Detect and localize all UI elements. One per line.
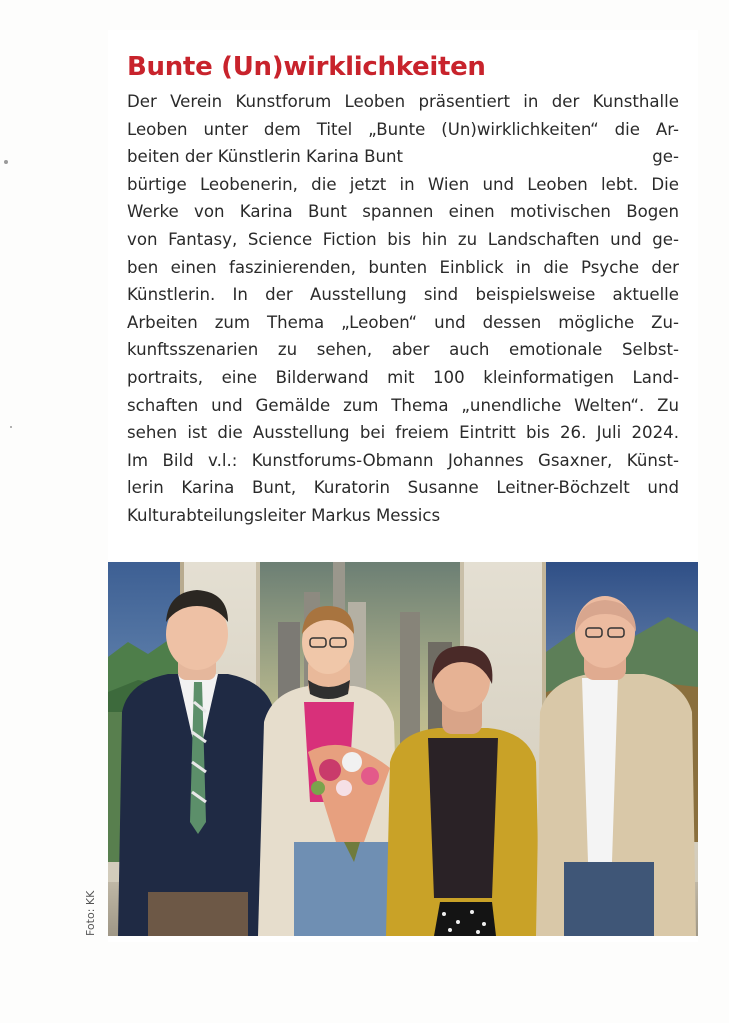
body-line: portraits, eine Bilderwand mit 100 kleinformatigen Land- [127,367,679,387]
body-line: lerin Karina Bunt, Kuratorin Susanne Leitner-Böchzelt und [127,478,679,498]
article-body [127,88,679,530]
article-title: Bunte (Un)wirklichkeiten [127,52,486,82]
scan-speck [4,160,8,164]
body-line: kunftsszenarien zu sehen, aber auch emotionale Selbst- [127,340,679,360]
photo-illustration [108,562,698,936]
body-line: Kulturabteilungsleiter Markus Messics [127,505,441,525]
body-line: Arbeiten zum Thema „Leoben“ und dessen mögliche Zu- [127,312,679,332]
body-line: bürtige Leobenerin, die jetzt in Wien und Leoben lebt. Die [127,174,679,194]
body-line: Der Verein Kunstforum Leoben präsentiert in der Kunsthalle [127,92,679,111]
body-line: Künstlerin. In der Ausstellung sind beispielsweise aktuelle [127,285,679,305]
body-line: von Fantasy, Science Fiction bis hin zu Landschaften und ge- [127,229,679,249]
scan-speck [10,426,12,428]
body-line: ben einen faszinierenden, bunten Einblick in die Psyche der [127,257,679,277]
body-line: ge- [652,147,679,167]
body-line: schaften und Gemälde zum Thema „unendliche Welten“. Zu [127,395,679,415]
body-line: Leoben unter dem Titel „Bunte (Un)wirklichkeiten“ die Ar- [127,119,679,139]
body-line: sehen ist die Ausstellung bei freiem Eintritt bis 26. Juli 2024. [127,423,679,443]
body-line: Werke von Karina Bunt spannen einen motivischen Bogen [127,202,679,222]
group-photo [108,562,698,936]
body-line-split [127,143,679,171]
body-line: Im Bild v.l.: Kunstforums-Obmann Johannes Gsaxner, Künst- [127,450,679,470]
body-line: beiten der Künstlerin Karina Bunt [127,147,404,167]
photo-credit: Foto: KK [84,890,97,936]
